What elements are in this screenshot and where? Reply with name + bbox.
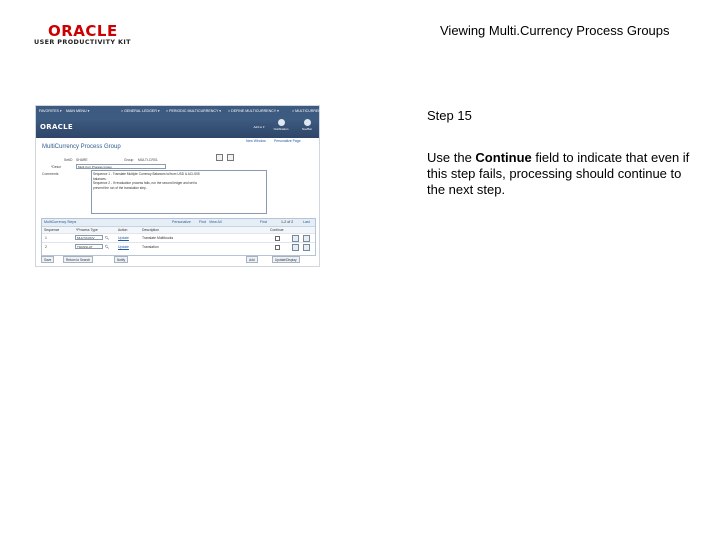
comments-line: Sequence 1 - Translate Multiple Currency Balances to/from USD & ACLS05 <box>93 172 200 176</box>
continue-checkbox[interactable] <box>275 236 280 241</box>
page-header-title: Viewing Multi.Currency Process Groups <box>440 23 670 38</box>
row-description: Translation <box>142 245 159 249</box>
last-link[interactable]: Last <box>303 220 310 224</box>
table-row <box>42 242 315 251</box>
row-sequence: 2 <box>45 245 47 249</box>
topnav-main-menu[interactable]: MAIN MENU ▾ <box>66 109 90 113</box>
topnav-home-link[interactable]: Home <box>348 109 358 113</box>
row-description: Translate Multibooks <box>142 236 174 240</box>
notification-button[interactable] <box>272 119 290 135</box>
step-field-name: Continue <box>475 150 532 165</box>
top-navigation-bar <box>36 106 388 117</box>
topnav-multicurrency-group[interactable]: > MULTICURRENCY GROUP <box>292 109 341 113</box>
topnav-periodic-multicurrency[interactable]: > PERIODIC MULTICURRENCY ▾ <box>166 109 222 113</box>
comments-line: balances. <box>93 176 107 181</box>
comments-field[interactable] <box>91 170 267 214</box>
find-link[interactable]: Find <box>199 220 206 224</box>
descr-label: *Descr <box>51 165 62 169</box>
step-text-after: field to indicate that even if this step fails, processing should continue to the next step. <box>427 150 690 197</box>
navbar-button[interactable] <box>298 119 316 135</box>
continue-checkbox[interactable] <box>275 245 280 250</box>
action-link[interactable]: Update <box>118 236 129 240</box>
app-brand-logo: ORACLE <box>40 123 73 131</box>
personalize-link[interactable]: Personalize <box>172 220 191 224</box>
save-button[interactable]: Save <box>41 256 54 263</box>
view-all-link[interactable]: View All <box>209 220 222 224</box>
comments-line: prevent the run of the translation step. <box>93 185 147 190</box>
delete-row-icon[interactable] <box>303 235 310 242</box>
group-label: Group <box>124 158 134 162</box>
application-screenshot <box>35 105 388 267</box>
step-instructions <box>427 150 697 198</box>
return-to-search-button[interactable]: Return to Search <box>63 256 93 263</box>
grid-header <box>42 219 315 226</box>
topnav-general-ledger[interactable]: > GENERAL LEDGER ▾ <box>121 109 160 113</box>
col-action: Action <box>118 228 128 232</box>
process-type-field[interactable]: MULTICONV <box>75 235 103 240</box>
lookup-icon[interactable]: 🔍︎ <box>105 245 110 249</box>
delete-row-icon[interactable] <box>303 244 310 251</box>
comments-line: Sequence 2 - If revaluation process fails, run the second ledger and set to <box>93 181 198 186</box>
topnav-define-multicurrency[interactable]: > DEFINE MULTICURRENCY ▾ <box>228 109 279 113</box>
action-link[interactable]: Update <box>118 245 129 249</box>
setid-value: SHARE <box>76 158 88 162</box>
topnav-favorites[interactable]: FAVORITES ▾ <box>39 109 62 113</box>
table-row <box>42 233 315 242</box>
step-title: Step 15 <box>427 108 472 123</box>
col-sequence: Sequence <box>44 228 60 232</box>
grid-column-headers <box>42 226 315 233</box>
add-to-button[interactable] <box>250 119 268 135</box>
oracle-wordmark: ORACLE <box>48 22 118 40</box>
navbar-label: NavBar <box>301 127 312 131</box>
help-icon[interactable] <box>227 154 234 161</box>
notification-label: Notification <box>273 127 289 131</box>
add-row-icon[interactable] <box>292 244 299 251</box>
compass-icon <box>304 119 311 126</box>
comments-label: Comments <box>42 172 59 176</box>
oracle-upk-logo <box>34 22 131 48</box>
step-text-before: Use the <box>427 150 476 165</box>
add-row-icon[interactable] <box>292 235 299 242</box>
first-link[interactable]: First <box>260 220 267 224</box>
grid-title: MultiCurrency Steps <box>44 220 77 224</box>
row-sequence: 1 <box>45 236 47 240</box>
upk-product-name: USER PRODUCTIVITY KIT <box>34 38 131 46</box>
add-to-label: Add to ▾ <box>253 125 265 129</box>
notify-button[interactable]: Notify <box>114 256 128 263</box>
setid-label: SetID <box>64 158 73 162</box>
col-process-type: *Process Type <box>76 228 98 232</box>
page-title: MultiCurrency Process Group <box>42 144 121 150</box>
new-window-link[interactable]: New Window <box>246 139 266 143</box>
lookup-icon[interactable]: 🔍︎ <box>105 236 110 240</box>
row-count: 1-2 of 2 <box>281 220 294 224</box>
multicurrency-steps-grid <box>41 218 316 256</box>
group-value: MULTI-CR01 <box>138 158 158 162</box>
update-display-button[interactable]: Update/Display <box>272 256 300 263</box>
add-button[interactable]: Add <box>246 256 258 263</box>
col-continue: Continue <box>270 228 284 232</box>
descr-field[interactable]: Multi Curr Process Group <box>76 164 166 169</box>
flag-icon <box>278 119 285 126</box>
topnav-signout-link[interactable]: Sign out <box>374 109 388 113</box>
personalize-page-link[interactable]: Personalize Page <box>274 139 301 143</box>
col-description: Description <box>142 228 159 232</box>
process-type-field[interactable]: TRANSLAT <box>75 244 103 249</box>
print-icon[interactable] <box>216 154 223 161</box>
